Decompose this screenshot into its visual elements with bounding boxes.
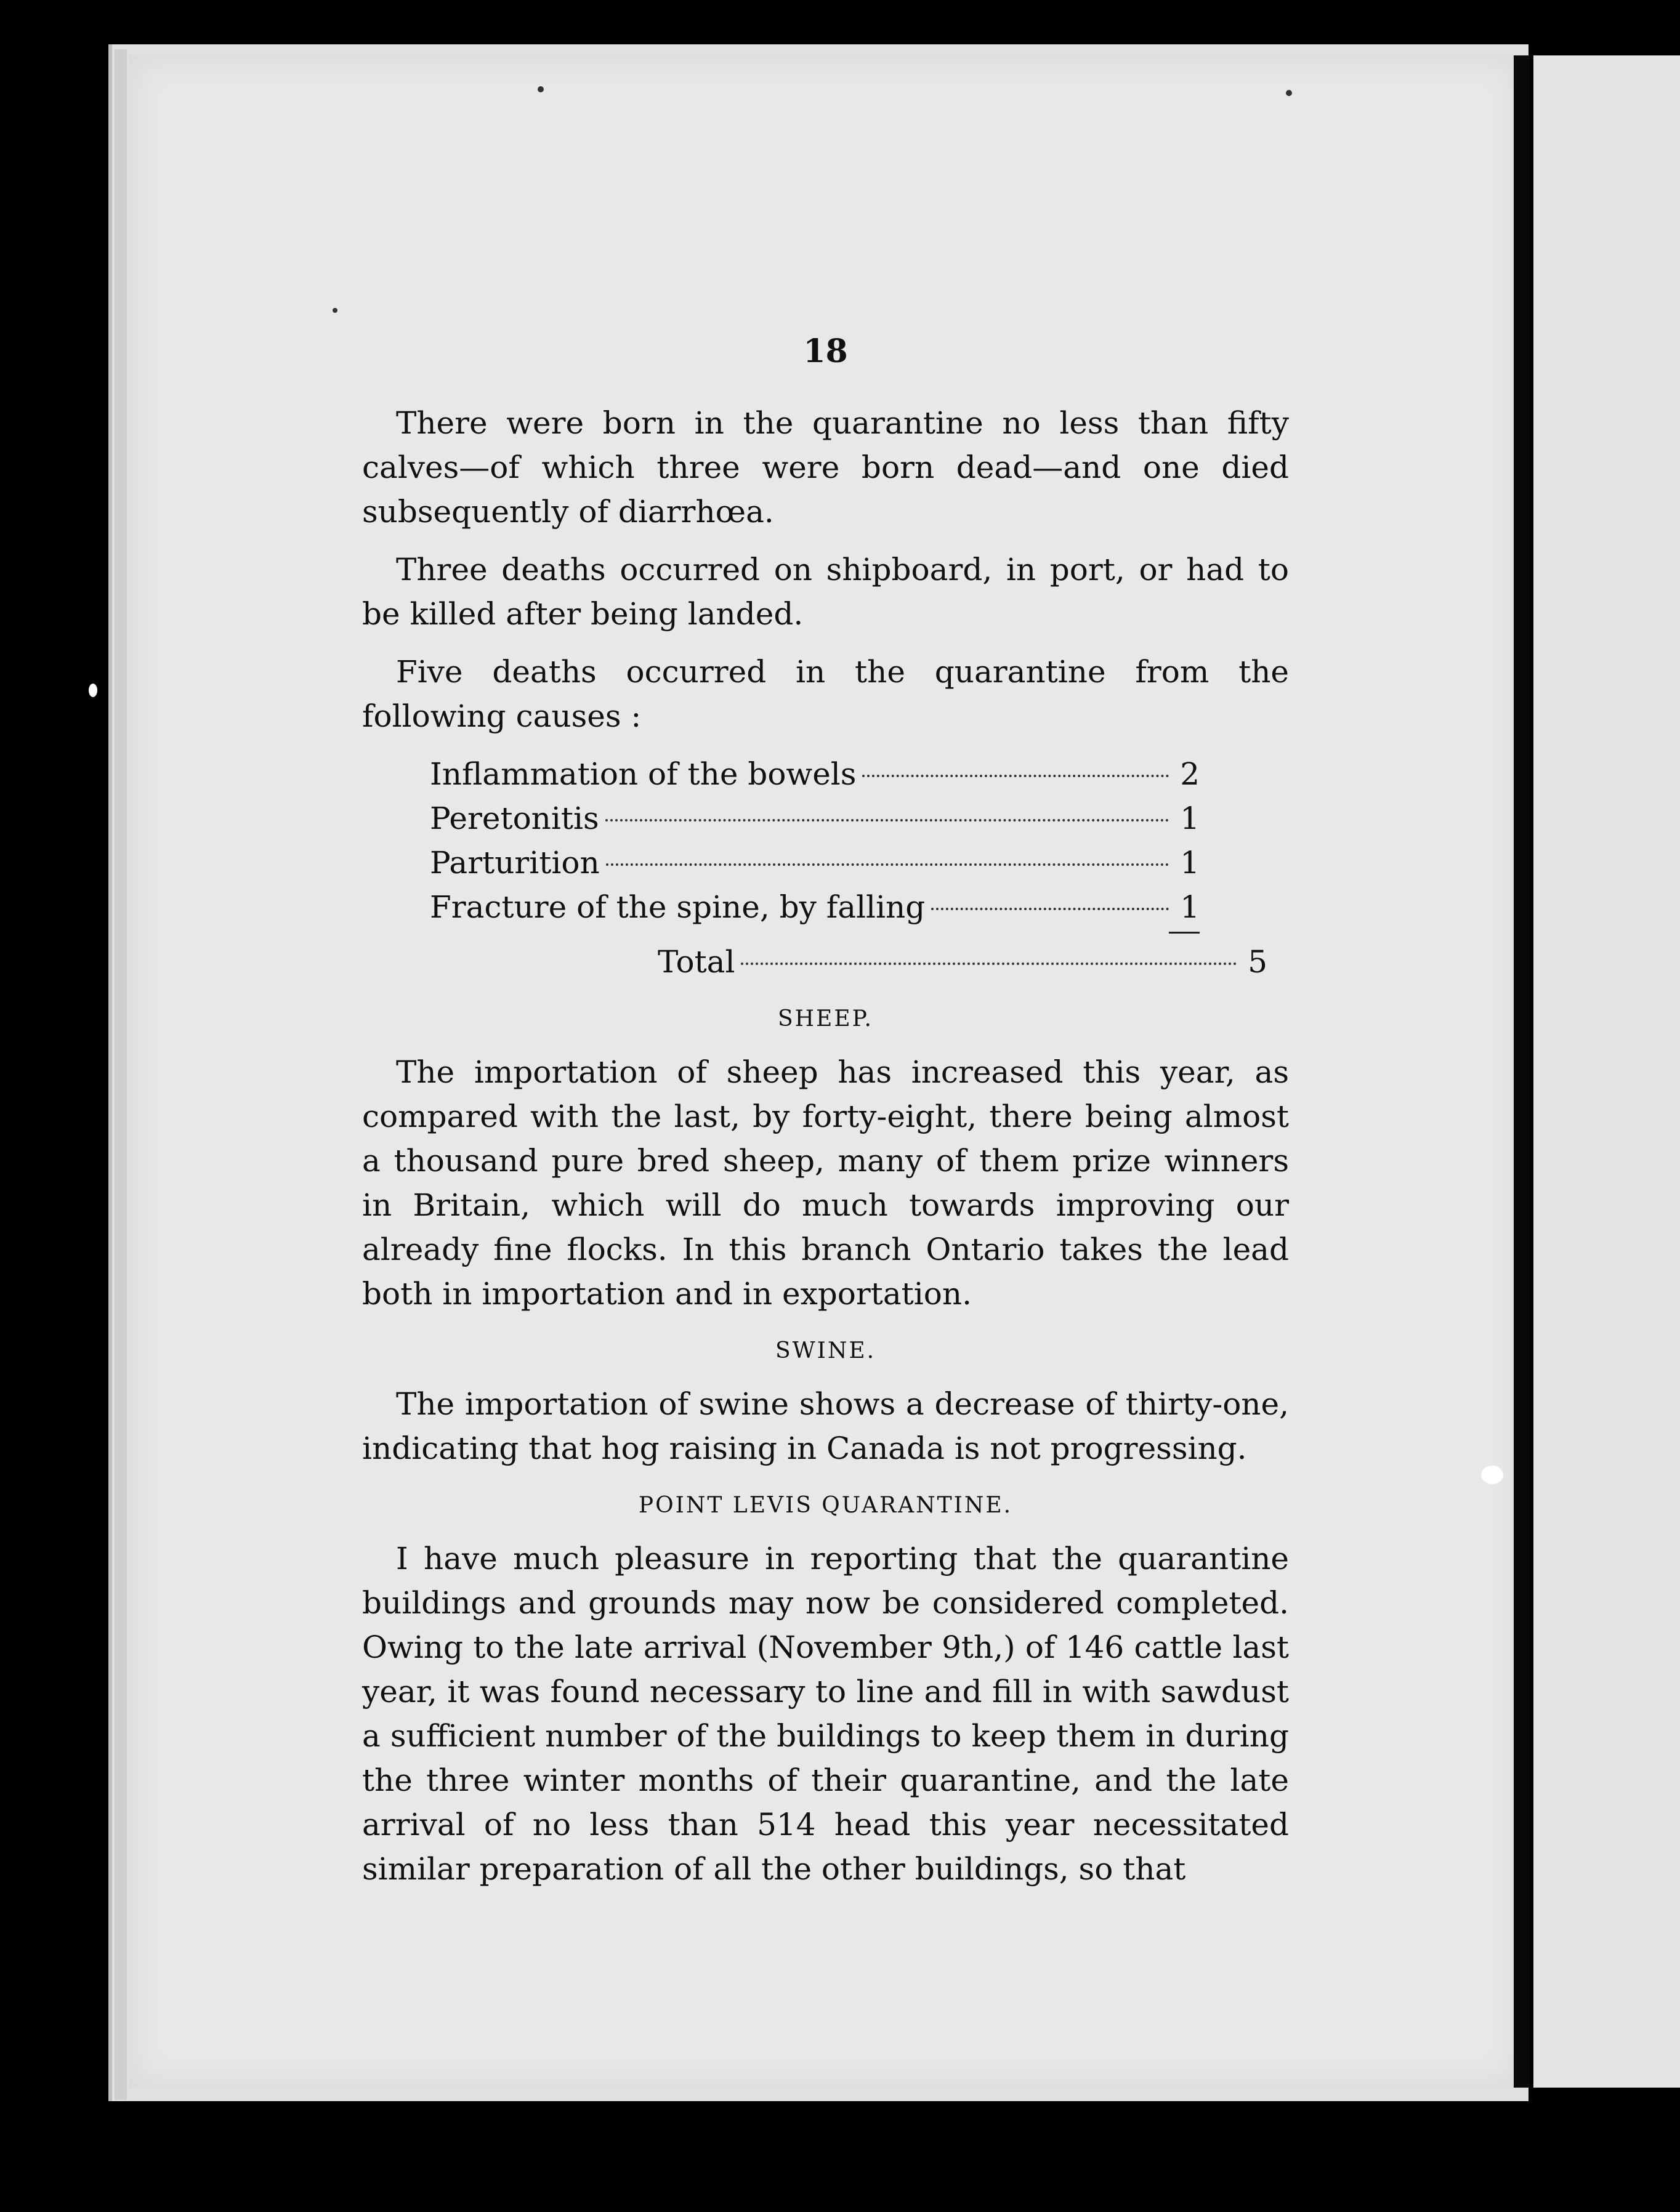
paragraph-swine: The importation of swine shows a decrease of thirty-one, indicating that hog raising in Canada is not progressing. (362, 1386, 1289, 1466)
section-heading-sheep: SHEEP. (778, 1006, 873, 1031)
speck (89, 684, 97, 697)
cause-row (430, 752, 1200, 796)
cause-count: 2 (1180, 756, 1200, 792)
dot-leader (862, 775, 1169, 777)
cause-count: 1 (1180, 845, 1200, 881)
cause-label: Inflammation of the bowels (430, 756, 857, 792)
total-count: 5 (1248, 944, 1267, 980)
speck (1481, 1466, 1503, 1484)
cause-label: Peretonitis (430, 801, 599, 836)
facing-page-edge (1533, 55, 1680, 2088)
book-gutter (1514, 55, 1530, 2088)
paragraph-sheep: The importation of sheep has increased this year, as compared with the last, by forty-eight, there being almost a thousand pure bred sheep, many of them prize winners in Britain, which will do much towards improving our already fine flocks. In this branch Ontario takes the lead both in importation and in exportation. (362, 1054, 1289, 1312)
section-heading-point-levis: POINT LEVIS QUARANTINE. (638, 1493, 1013, 1518)
sum-rule (1169, 932, 1200, 934)
cause-row (430, 885, 1200, 929)
speck (538, 86, 544, 92)
cause-count: 1 (1180, 889, 1200, 925)
dot-leader (605, 819, 1169, 821)
section-heading-swine: SWINE. (775, 1338, 876, 1363)
dot-leader (931, 908, 1169, 910)
paragraph-point-levis: I have much pleasure in reporting that the quarantine buildings and grounds may now be considered completed. Owing to the late arrival (November 9th,) of 146 cattle last year, it was found necessary to line and fill in with sawdust a sufficient number of the buildings to keep them in during the three winter months of their quarantine, and the late arrival of no less than 514 head this year necessitated similar preparation of all the other buildings, so that (362, 1541, 1289, 1887)
paragraph-five-deaths: Five deaths occurred in the quarantine from the following causes : (362, 654, 1289, 734)
speck (333, 308, 337, 313)
cause-row (430, 796, 1200, 841)
cause-count: 1 (1180, 801, 1200, 836)
paragraph-shipboard: Three deaths occurred on shipboard, in port, or had to be killed after being landed. (362, 552, 1289, 632)
dot-leader (741, 963, 1237, 965)
cause-row (430, 841, 1200, 885)
cause-label: Parturition (430, 845, 600, 881)
paragraph-calves: There were born in the quarantine no less than fifty calves—of which three were born dead—and one died subsequently of diarrhœa. (362, 405, 1289, 530)
dot-leader (606, 863, 1169, 866)
speck (1286, 90, 1292, 96)
total-label: Total (658, 944, 735, 980)
page-edge-left (115, 49, 127, 2100)
cause-label: Fracture of the spine, by falling (430, 889, 926, 925)
page-number: 18 (803, 333, 848, 370)
total-row (658, 940, 1267, 984)
causes-list (430, 752, 1267, 984)
page-text (362, 333, 1289, 1905)
